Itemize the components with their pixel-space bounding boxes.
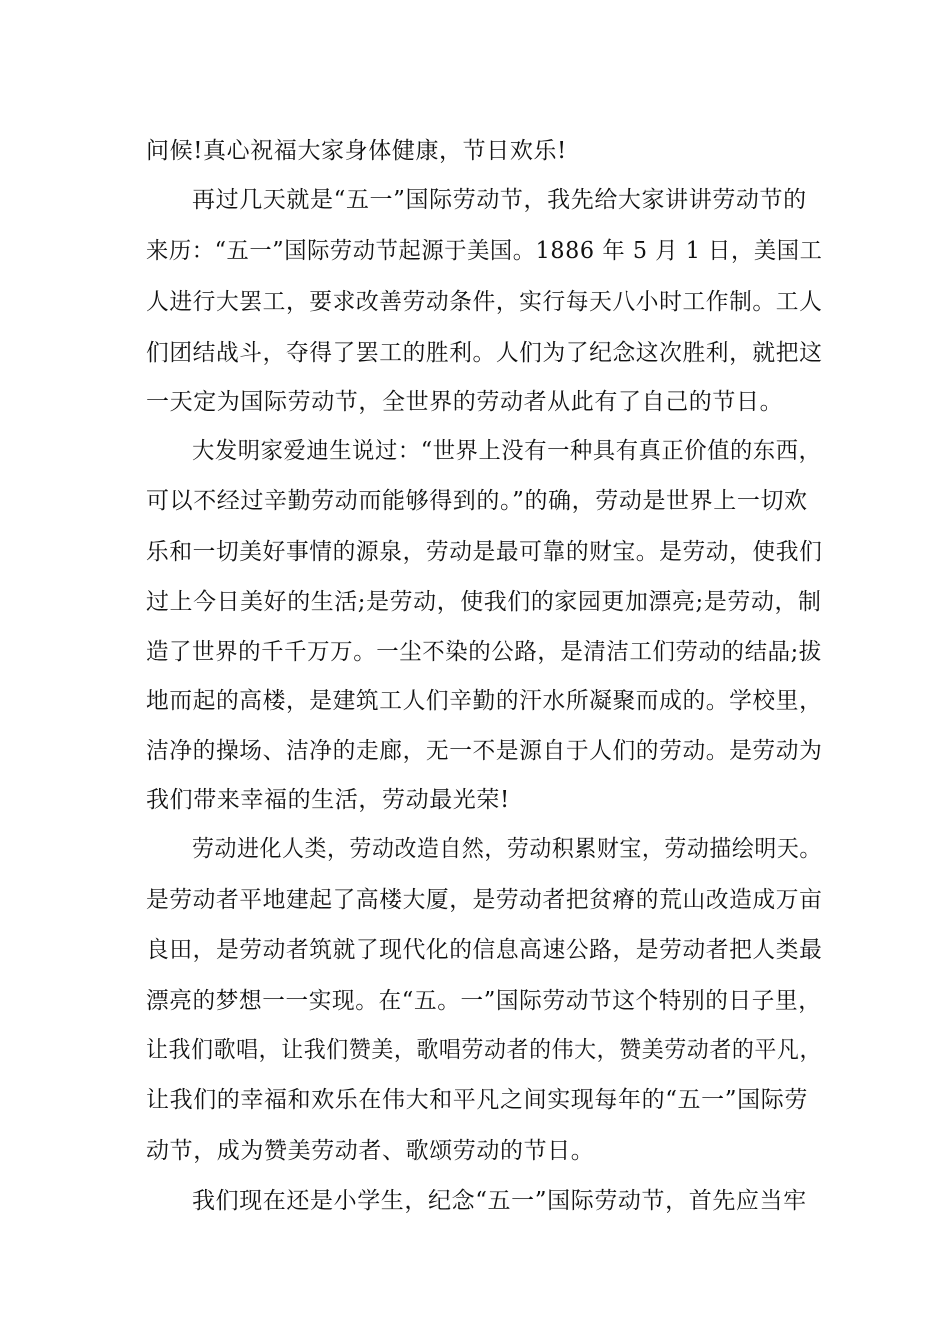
text-line: 地而起的高楼，是建筑工人们辛勤的汗水所凝聚而成的。学校里， bbox=[146, 688, 823, 714]
paragraph-start-line: 大发明家爱迪生说过：“世界上没有一种具有真正价值的东西， bbox=[192, 438, 822, 464]
text-line: 让我们歌唱，让我们赞美，歌唱劳动者的伟大，赞美劳动者的平凡， bbox=[146, 1037, 822, 1063]
text-line: 问候!真心祝福大家身体健康，节日欢乐! bbox=[146, 138, 567, 164]
text-line: 是劳动者平地建起了高楼大厦，是劳动者把贫瘠的荒山改造成万亩 bbox=[146, 887, 823, 913]
text-line: 漂亮的梦想一一实现。在“五。一”国际劳动节这个特别的日子里， bbox=[146, 988, 822, 1014]
paragraph-start-line: 劳动进化人类，劳动改造自然，劳动积累财宝，劳动描绘明天。 bbox=[192, 836, 822, 862]
text-line: 可以不经过辛勤劳动而能够得到的。”的确，劳动是世界上一切欢 bbox=[146, 488, 808, 514]
text-line: 人进行大罢工，要求改善劳动条件，实行每天八小时工作制。工人 bbox=[146, 289, 823, 315]
text-line: 一天定为国际劳动节，全世界的劳动者从此有了自己的节日。 bbox=[146, 389, 784, 415]
text-line: 良田，是劳动者筑就了现代化的信息高速公路，是劳动者把人类最 bbox=[146, 937, 823, 963]
text-line: 洁净的操场、洁净的走廊，无一不是源自于人们的劳动。是劳动为 bbox=[146, 738, 823, 764]
text-line: 过上今日美好的生活;是劳动，使我们的家园更加漂亮;是劳动，制 bbox=[146, 589, 822, 615]
text-line: 乐和一切美好事情的源泉，劳动是最可靠的财宝。是劳动，使我们 bbox=[146, 539, 823, 565]
text-line: 让我们的幸福和欢乐在伟大和平凡之间实现每年的“五一”国际劳 bbox=[146, 1087, 808, 1113]
paragraph-start-line: 我们现在还是小学生，纪念“五一”国际劳动节，首先应当牢 bbox=[192, 1188, 807, 1214]
text-line: 动节，成为赞美劳动者、歌颂劳动的节日。 bbox=[146, 1138, 595, 1164]
text-line: 我们带来幸福的生活，劳动最光荣! bbox=[146, 787, 510, 813]
text-line: 造了世界的千千万万。一尘不染的公路，是清洁工们劳动的结晶;拔 bbox=[146, 639, 822, 665]
text-line: 们团结战斗，夺得了罢工的胜利。人们为了纪念这次胜利，就把这 bbox=[146, 340, 823, 366]
paragraph-start-line: 再过几天就是“五一”国际劳动节，我先给大家讲讲劳动节的 bbox=[192, 187, 807, 213]
text-line: 来历：“五一”国际劳动节起源于美国。1886 年 5 月 1 日，美国工 bbox=[146, 238, 823, 264]
